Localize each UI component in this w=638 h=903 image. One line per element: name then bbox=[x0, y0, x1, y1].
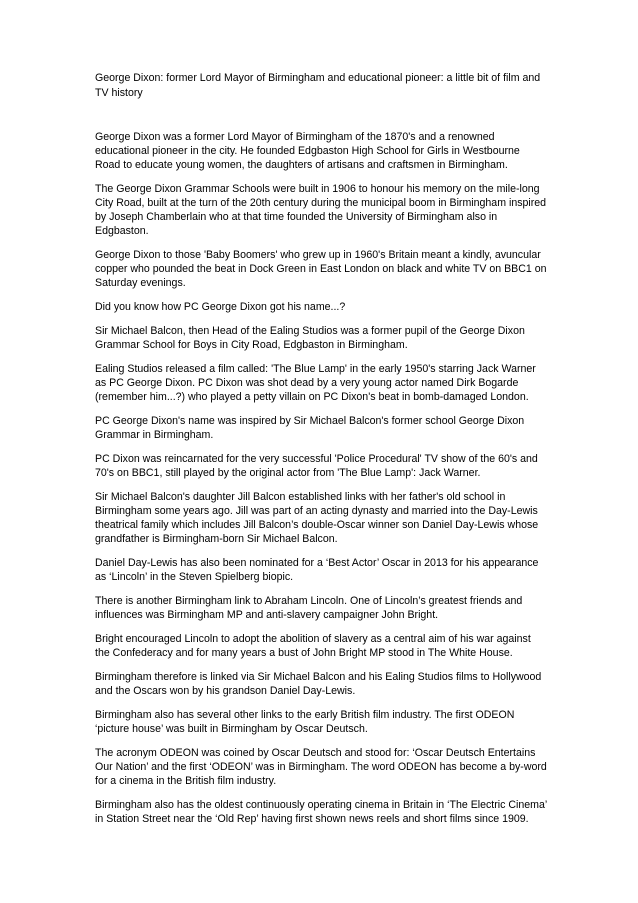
paragraph-15: The acronym ODEON was coined by Oscar Deutsch and stood for: ‘Oscar Deutsch Entertains Our Nation’ and the first ‘ODEON’ was in Birmingham. The word ODEON has become a by-word for a cinema in the British film industry. bbox=[95, 747, 547, 787]
paragraph-14: Birmingham also has several other links to the early British film industry. The first ODEON ‘picture house’ was built in Birmingham by Oscar Deutsch. bbox=[95, 709, 515, 735]
paragraph-2: The George Dixon Grammar Schools were built in 1906 to honour his memory on the mile-long City Road, built at the turn of the 20th century during the municipal boom in Birmingham inspired by Joseph Chamberlain who at that time founded the University of Birmingham also in Edgbaston. bbox=[95, 183, 547, 237]
paragraph-13: Birmingham therefore is linked via Sir Michael Balcon and his Ealing Studios films to Hollywood and the Oscars won by his grandson Daniel Day-Lewis. bbox=[95, 671, 542, 697]
document-title: George Dixon: former Lord Mayor of Birmingham and educational pioneer: a little bit of film and TV history bbox=[95, 72, 541, 99]
paragraph-5: Sir Michael Balcon, then Head of the Ealing Studios was a former pupil of the George Dixon Grammar School for Boys in City Road, Edgbaston in Birmingham. bbox=[95, 325, 525, 351]
paragraph-7: PC George Dixon's name was inspired by Sir Michael Balcon's former school George Dixon Grammar in Birmingham. bbox=[95, 415, 525, 441]
paragraph-9: Sir Michael Balcon's daughter Jill Balcon established links with her father's old school in Birmingham some years ago. Jill was part of an acting dynasty and married into the Day-Lewis theatrical family which includes Jill Balcon’s double-Oscar winner son Daniel Day-Lewis whose grandfather is Birmingham-born Sir Michael Balcon. bbox=[95, 491, 539, 545]
paragraph-6: Ealing Studios released a film called: 'The Blue Lamp' in the early 1950's starring Jack Warner as PC George Dixon. PC Dixon was shot dead by a very young actor named Dirk Bogarde (remember him...?) who played a petty villain on PC Dixon's beat in bomb-damaged London. bbox=[95, 363, 536, 403]
paragraph-16: Birmingham also has the oldest continuously operating cinema in Britain in ‘The Electric Cinema’ in Station Street near the ‘Old Rep’ having first shown news reels and short films since 1909. bbox=[95, 799, 547, 825]
paragraph-4: Did you know how PC George Dixon got his name...? bbox=[95, 301, 346, 313]
paragraph-8: PC Dixon was reincarnated for the very successful 'Police Procedural' TV show of the 60's and 70's on BBC1, still played by the original actor from 'The Blue Lamp': Jack Warner. bbox=[95, 453, 538, 479]
paragraph-12: Bright encouraged Lincoln to adopt the abolition of slavery as a central aim of his war against the Confederacy and for many years a bust of John Bright MP stood in The White House. bbox=[95, 633, 531, 659]
paragraph-1: George Dixon was a former Lord Mayor of Birmingham of the 1870's and a renowned educational pioneer in the city. He founded Edgbaston High School for Girls in Westbourne Road to educate young women, the daughters of artisans and craftsmen in Birmingham. bbox=[95, 131, 520, 171]
paragraph-10: Daniel Day-Lewis has also been nominated for a ‘Best Actor’ Oscar in 2013 for his appearance as ‘Lincoln’ in the Steven Spielberg biopic. bbox=[95, 557, 539, 583]
paragraph-11: There is another Birmingham link to Abraham Lincoln. One of Lincoln’s greatest friends and influences was Birmingham MP and anti-slavery campaigner John Bright. bbox=[95, 595, 523, 621]
paragraph-3: George Dixon to those 'Baby Boomers' who grew up in 1960's Britain meant a kindly, avuncular copper who pounded the beat in Dock Green in East London on black and white TV on BBC1 on Saturday evenings. bbox=[95, 249, 547, 289]
